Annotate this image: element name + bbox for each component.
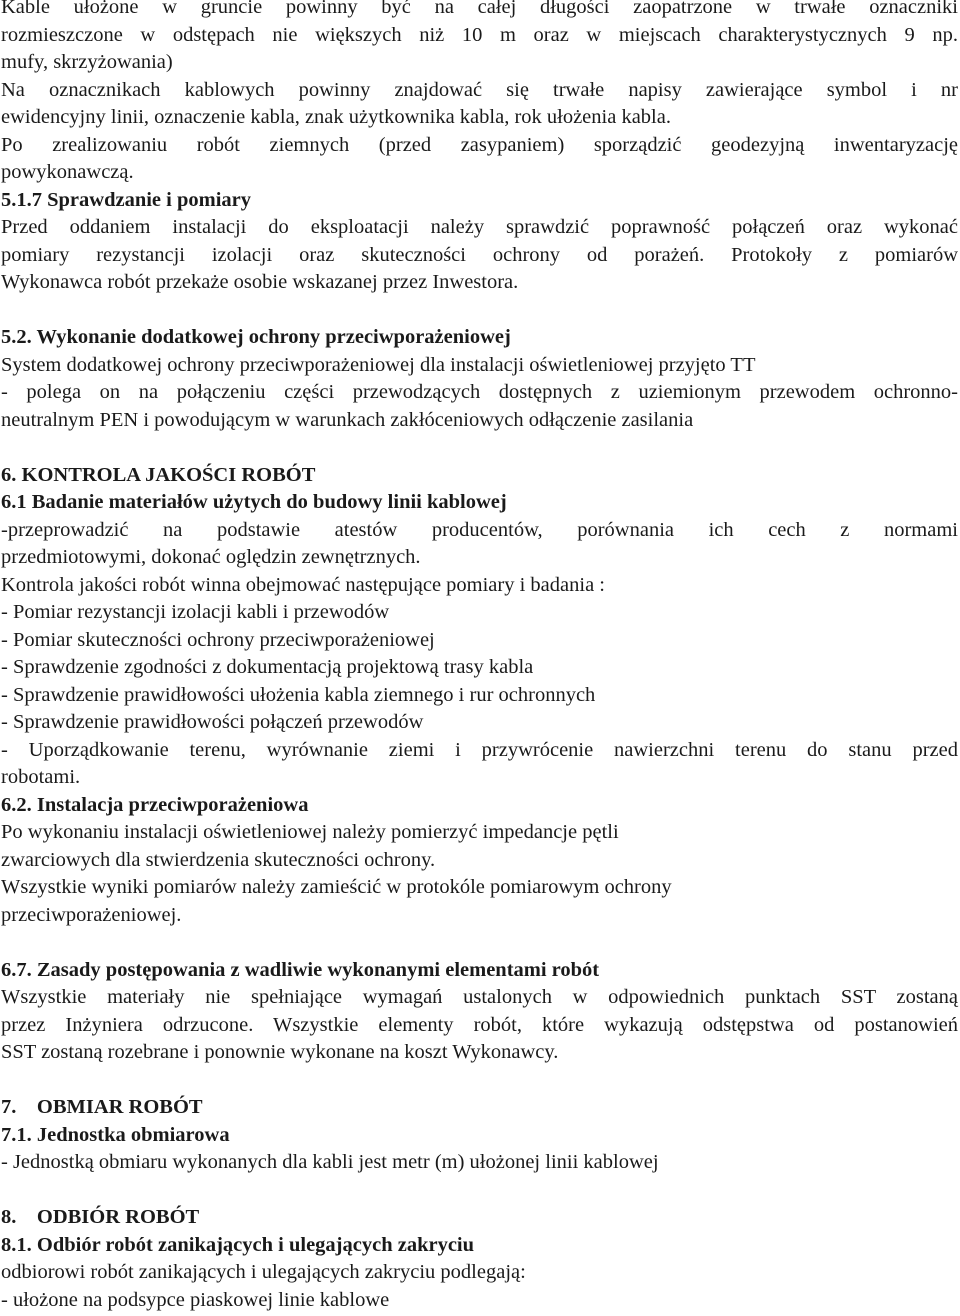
text-line: przeciwporażeniowej.	[1, 903, 182, 926]
text-line: Przed oddaniem instalacji do eksploatacji należy sprawdzić poprawność połączeń oraz wykonać	[1, 216, 958, 238]
paragraph-defective-work	[1, 984, 958, 1067]
text-line: Kontrola jakości robót winna obejmować następujące pomiary i badania :	[1, 573, 605, 596]
spacer	[1, 929, 958, 957]
text-line: zwarciowych dla stwierdzenia skuteczności ochrony.	[1, 848, 436, 871]
text-line: Wykonawca robót przekaże osobie wskazanej przez Inwestora.	[1, 271, 519, 293]
section-heading-6-7: 6.7. Zasady postępowania z wadliwie wykonanymi elementami robót	[1, 958, 600, 981]
text-line: SST zostaną rozebrane i ponownie wykonane na koszt Wykonawcy.	[1, 1041, 559, 1063]
section-heading-6: 6. KONTROLA JAKOŚCI ROBÓT	[1, 463, 316, 486]
text-line: rozmieszczone w odstępach nie większych niż 10 m oraz w miejscach charakterystycznych 9 np.	[1, 23, 958, 46]
paragraph-marker-labels	[1, 77, 958, 132]
text-line: Po zrealizowaniu robót ziemnych (przed zasypaniem) sporządzić geodezyjną inwentaryzację	[1, 133, 958, 156]
text-line: Na oznacznikach kablowych powinny znajdować się trwałe napisy zawierające symbol i nr	[1, 78, 958, 101]
section-heading-5-1-7: 5.1.7 Sprawdzanie i pomiary	[1, 188, 251, 211]
paragraph-materials	[1, 517, 958, 572]
paragraph-testing	[1, 214, 958, 297]
list-item: - Uporządkowanie terenu, wyrównanie ziemi i przywrócenie nawierzchni terenu do stanu przed	[1, 738, 958, 761]
list-item: - Sprawdzenie zgodności z dokumentacją projektową trasy kabla	[1, 656, 534, 678]
spacer	[1, 434, 958, 462]
text-line: przedmiotowymi, dokonać oględzin zewnętrznych.	[1, 546, 421, 568]
text-line: Kable ułożone w gruncie powinny być na całej długości zaopatrzone w trwałe oznaczniki	[1, 0, 958, 18]
text-line: - Jednostką obmiaru wykonanych dla kabli jest metr (m) ułożonej linii kablowej	[1, 1151, 659, 1173]
section-heading-7: 7. OBMIAR ROBÓT	[1, 1096, 203, 1118]
section-heading-8: 8. ODBIÓR ROBÓT	[1, 1206, 200, 1228]
text-line: pomiary rezystancji izolacji oraz skuteczności ochrony od porażeń. Protokoły z pomiarów	[1, 243, 958, 266]
text-line: ewidencyjny linii, oznaczenie kabla, znak użytkownika kabla, rok ułożenia kabla.	[1, 106, 671, 128]
section-heading-8-1: 8.1. Odbiór robót zanikających i ulegających zakryciu	[1, 1233, 475, 1256]
text-line: System dodatkowej ochrony przeciwporażeniowej dla instalacji oświetleniowej przyjęto TT	[1, 353, 756, 376]
list-item: - Sprawdzenie prawidłowości połączeń przewodów	[1, 711, 424, 733]
spacer	[1, 1067, 958, 1095]
list-item: - Sprawdzenie prawidłowości ułożenia kabla ziemnego i rur ochronnych	[1, 683, 596, 706]
text-line: odbiorowi robót zanikających i ulegających zakryciu podlegają:	[1, 1261, 526, 1283]
text-line: neutralnym PEN i powodującym w warunkach zakłóceniowych odłączenie zasilania	[1, 408, 694, 431]
text-line: - polega on na połączeniu części przewodzących dostępnych z uziemionym przewodem ochronno-	[1, 381, 958, 403]
spacer	[1, 297, 958, 325]
paragraph-cable-markers	[1, 0, 958, 77]
list-item: - Pomiar skuteczności ochrony przeciwporażeniowej	[1, 628, 435, 651]
text-line: Wszystkie wyniki pomiarów należy zamieścić w protokóle pomiarowym ochrony	[1, 876, 672, 898]
section-heading-5-2: 5.2. Wykonanie dodatkowej ochrony przeciwporażeniowej	[1, 326, 511, 348]
paragraph-protection	[1, 352, 958, 435]
section-heading-6-2: 6.2. Instalacja przeciwporażeniowa	[1, 793, 309, 816]
section-heading-7-1: 7.1. Jednostka obmiarowa	[1, 1123, 230, 1146]
section-heading-6-1: 6.1 Badanie materiałów użytych do budowy linii kablowej	[1, 491, 507, 513]
text-line: Po wykonaniu instalacji oświetleniowej należy pomierzyć impedancje pętli	[1, 821, 619, 843]
quality-checks-list	[1, 599, 958, 792]
text-line: Wszystkie materiały nie spełniające wymagań ustalonych w odpowiednich punktach SST zostaną	[1, 986, 958, 1008]
list-item: robotami.	[1, 766, 81, 788]
paragraph-shock-protection	[1, 819, 958, 929]
spacer	[1, 1177, 958, 1205]
text-line: mufy, skrzyżowania)	[1, 51, 173, 73]
text-line: przez Inżyniera odrzucone. Wszystkie elementy robót, które wykazują odstępstwa od postanowień	[1, 1013, 958, 1036]
text-line: - ułożone na podsypce piaskowej linie kablowe	[1, 1288, 390, 1311]
list-item: - Pomiar rezystancji izolacji kabli i przewodów	[1, 601, 390, 623]
text-line: powykonawczą.	[1, 161, 134, 183]
text-line: -przeprowadzić na podstawie atestów producentów, porównania ich cech z normami	[1, 518, 958, 541]
paragraph-inventory	[1, 132, 958, 187]
